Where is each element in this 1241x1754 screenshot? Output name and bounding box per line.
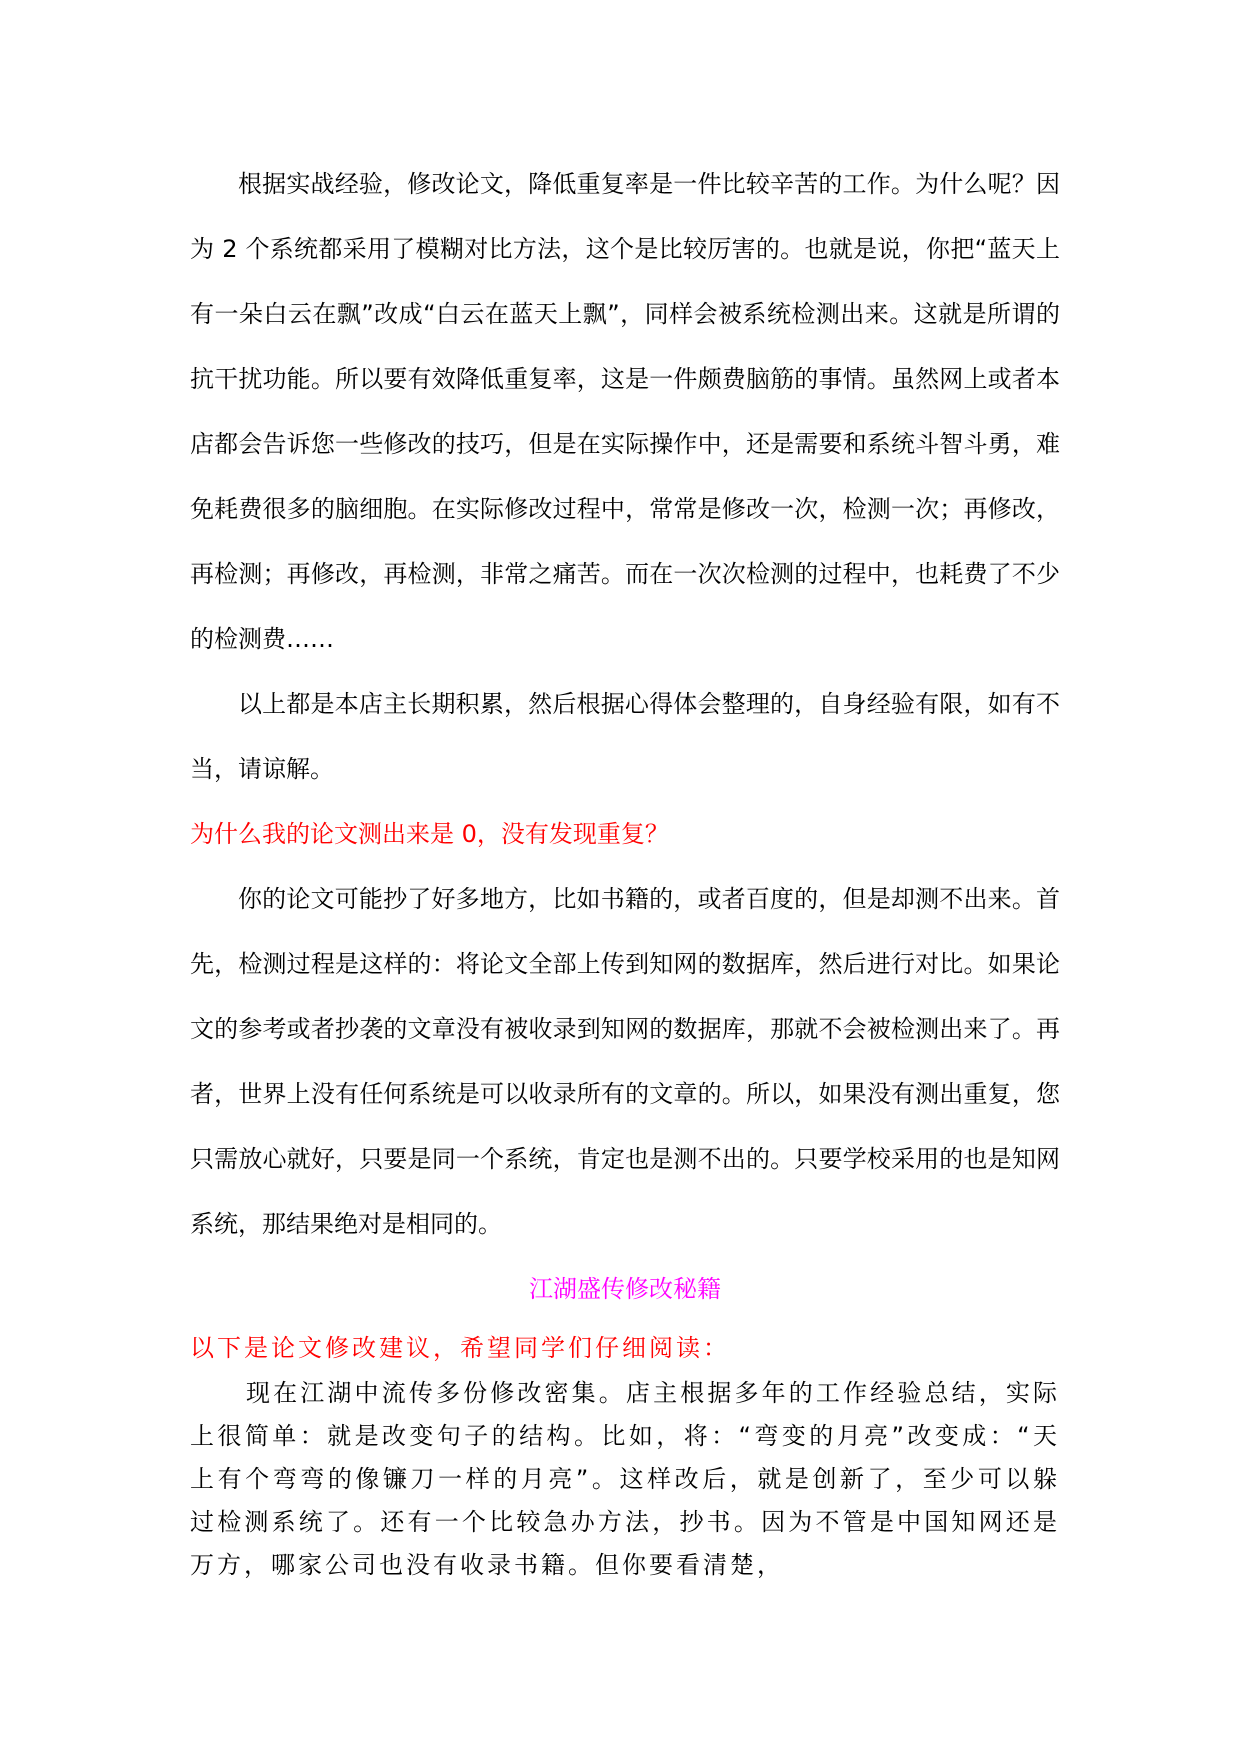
- heading-revision-advice: 以下是论文修改建议，希望同学们仔细阅读：: [190, 1334, 730, 1362]
- document-page: [190, 152, 1060, 1587]
- paragraph-revision-difficulty: 根据实战经验，修改论文，降低重复率是一件比较辛苦的工作。为什么呢？因为 2 个系统都采用了模糊对比方法，这个是比较厉害的。也就是说，你把“蓝天上有一朵白云在飘”改成“白云在蓝天上飘”，同样会被系统检测出来。这就是所谓的抗干扰功能。所以要有效降低重复率，这是一件颇费脑筋的事情。虽然网上或者本店都会告诉您一些修改的技巧，但是在实际操作中，还是需要和系统斗智斗勇，难免耗费很多的脑细胞。在实际修改过程中，常常是修改一次，检测一次；再修改，再检测；再修改，再检测，非常之痛苦。而在一次次检测的过程中，也耗费了不少的检测费……: [190, 170, 1060, 653]
- paragraph-revision-tips: 现在江湖中流传多份修改密集。店主根据多年的工作经验总结，实际上很简单：就是改变句子的结构。比如，将：“弯变的月亮”改变成：“天上有个弯弯的像镰刀一样的月亮”。这样改后，就是创新了，至少可以躲过检测系统了。还有一个比较急办方法，抄书。因为不管是中国知网还是万方，哪家公司也没有收录书籍。但你要看清楚，: [190, 1379, 1060, 1579]
- heading-zero-result: 为什么我的论文测出来是 0，没有发现重复？: [190, 820, 669, 848]
- paragraph-zero-result-explanation: 你的论文可能抄了好多地方，比如书籍的，或者百度的，但是却测不出来。首先，检测过程是这样的：将论文全部上传到知网的数据库，然后进行对比。如果论文的参考或者抄袭的文章没有被收录到知网的数据库，那就不会被检测出来了。再者，世界上没有任何系统是可以收录所有的文章的。所以，如果没有测出重复，您只需放心就好，只要是同一个系统，肯定也是测不出的。只要学校采用的也是知网系统，那结果绝对是相同的。: [190, 885, 1060, 1238]
- paragraph-experience-note: 以上都是本店主长期积累，然后根据心得体会整理的，自身经验有限，如有不当，请谅解。: [190, 690, 1060, 783]
- section-title: 江湖盛传修改秘籍: [529, 1275, 721, 1303]
